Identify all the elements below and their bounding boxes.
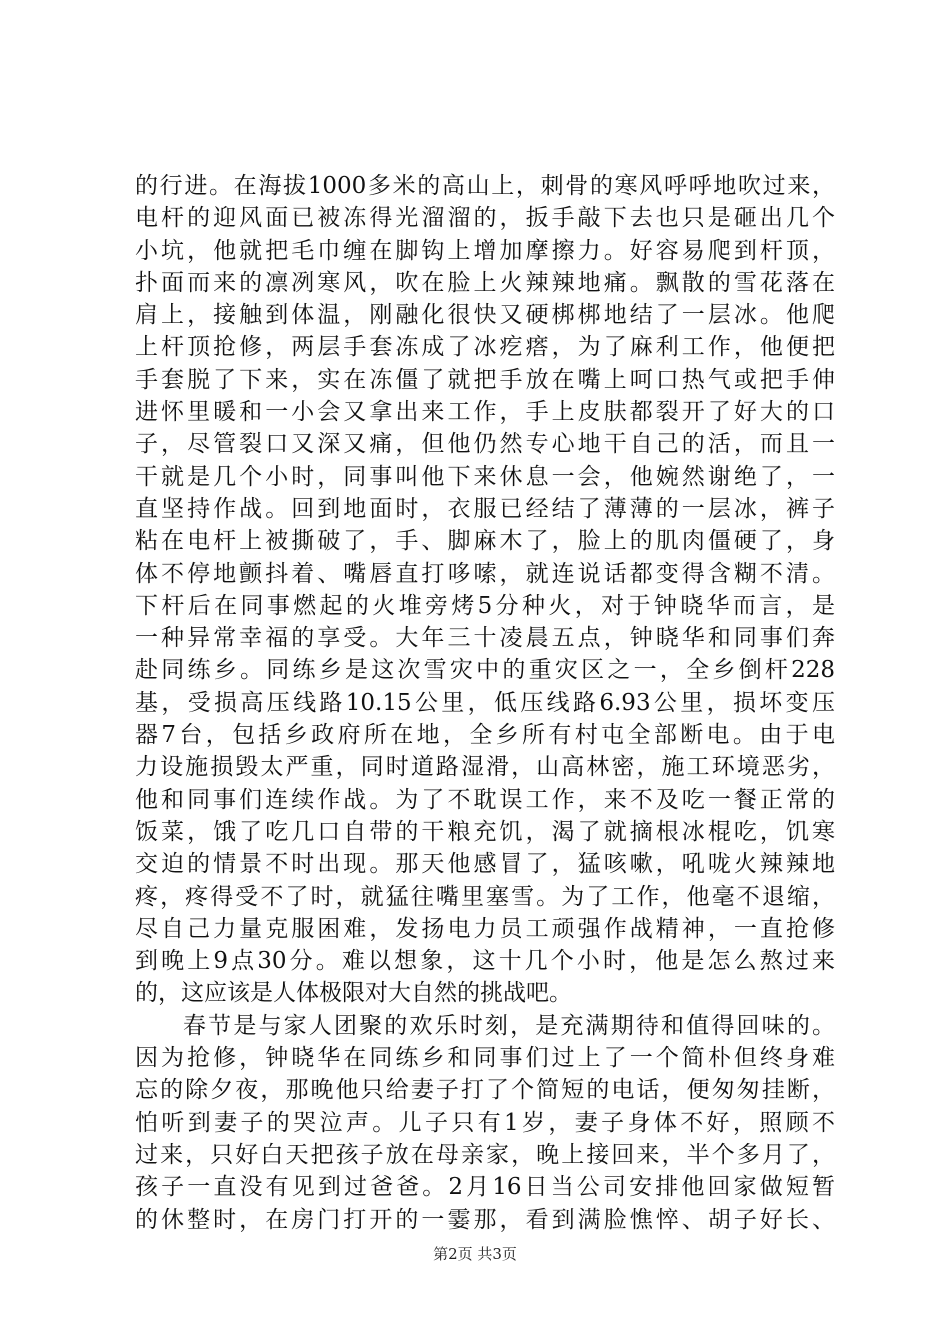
page-number-footer: 第2页 共3页: [433, 1245, 517, 1263]
text-line: 到晚上9点30分。难以想象，这十几个小时，他是怎么熬过来: [135, 948, 835, 975]
text-line: 肩上，接触到体温，刚融化很快又硬梆梆地结了一层冰。他爬: [135, 302, 835, 329]
text-line: 进怀里暖和一小会又拿出来工作，手上皮肤都裂开了好大的口: [135, 399, 835, 426]
text-line: 子，尽管裂口又深又痛，但他仍然专心地干自己的活，而且一: [135, 431, 835, 458]
text-line: 基，受损高压线路10.15公里，低压线路6.93公里，损坏变压: [135, 689, 835, 716]
text-line: 的休整时，在房门打开的一霎那，看到满脸憔悴、胡子好长、: [135, 1206, 835, 1233]
text-line: 忘的除夕夜，那晚他只给妻子打了个简短的电话，便匆匆挂断，: [135, 1077, 835, 1104]
text-line: 他和同事们连续作战。为了不耽误工作，来不及吃一餐正常的: [135, 786, 835, 813]
text-line: 怕听到妻子的哭泣声。儿子只有1岁，妻子身体不好，照顾不: [135, 1109, 835, 1136]
paragraph-first-line: 春节是与家人团聚的欢乐时刻，是充满期待和值得回味的。: [183, 1012, 835, 1039]
text-line: 干就是几个小时，同事叫他下来休息一会，他婉然谢绝了，一: [135, 463, 835, 490]
text-line: 的，这应该是人体极限对大自然的挑战吧。: [135, 980, 572, 1007]
text-line: 交迫的情景不时出现。那天他感冒了，猛咳嗽，吼咙火辣辣地: [135, 851, 835, 878]
text-line: 赴同练乡。同练乡是这次雪灾中的重灾区之一，全乡倒杆228: [135, 657, 835, 684]
text-line: 下杆后在同事燃起的火堆旁烤5分种火，对于钟晓华而言，是: [135, 592, 835, 619]
text-line: 直坚持作战。回到地面时，衣服已经结了薄薄的一层冰，裤子: [135, 495, 835, 522]
text-line: 疼，疼得受不了时，就猛往嘴里塞雪。为了工作，他毫不退缩，: [135, 883, 835, 910]
text-line: 过来，只好白天把孩子放在母亲家，晚上接回来，半个多月了，: [135, 1141, 835, 1168]
text-line: 小坑，他就把毛巾缠在脚钩上增加摩擦力。好容易爬到杆顶，: [135, 237, 835, 264]
text-line: 粘在电杆上被撕破了，手、脚麻木了，脸上的肌肉僵硬了，身: [135, 528, 835, 555]
text-line: 尽自己力量克服困难，发扬电力员工顽强作战精神，一直抢修: [135, 915, 835, 942]
text-line: 电杆的迎风面已被冻得光溜溜的，扳手敲下去也只是砸出几个: [135, 205, 835, 232]
text-line: 扑面而来的凛冽寒风，吹在脸上火辣辣地痛。飘散的雪花落在: [135, 269, 835, 296]
text-line: 器7台，包括乡政府所在地，全乡所有村屯全部断电。由于电: [135, 722, 835, 749]
text-line: 孩子一直没有见到过爸爸。2月16日当公司安排他回家做短暂: [135, 1174, 835, 1201]
text-line: 上杆顶抢修，两层手套冻成了冰疙瘩，为了麻利工作，他便把: [135, 334, 835, 361]
text-line: 一种异常幸福的享受。大年三十凌晨五点，钟晓华和同事们奔: [135, 625, 835, 652]
text-line: 体不停地颤抖着、嘴唇直打哆嗦，就连说话都变得含糊不清。: [135, 560, 835, 587]
text-line: 力设施损毁太严重，同时道路湿滑，山高林密，施工环境恶劣，: [135, 754, 835, 781]
text-line: 手套脱了下来，实在冻僵了就把手放在嘴上呵口热气或把手伸: [135, 366, 835, 393]
text-line: 的行进。在海拔1000多米的高山上，刺骨的寒风呼呼地吹过来，: [135, 173, 835, 199]
text-line: 饭菜，饿了吃几口自带的干粮充饥，渴了就摘根冰棍吃，饥寒: [135, 818, 835, 845]
body-text: [135, 170, 835, 1236]
text-line: 因为抢修，钟晓华在同练乡和同事们过上了一个简朴但终身难: [135, 1045, 835, 1072]
